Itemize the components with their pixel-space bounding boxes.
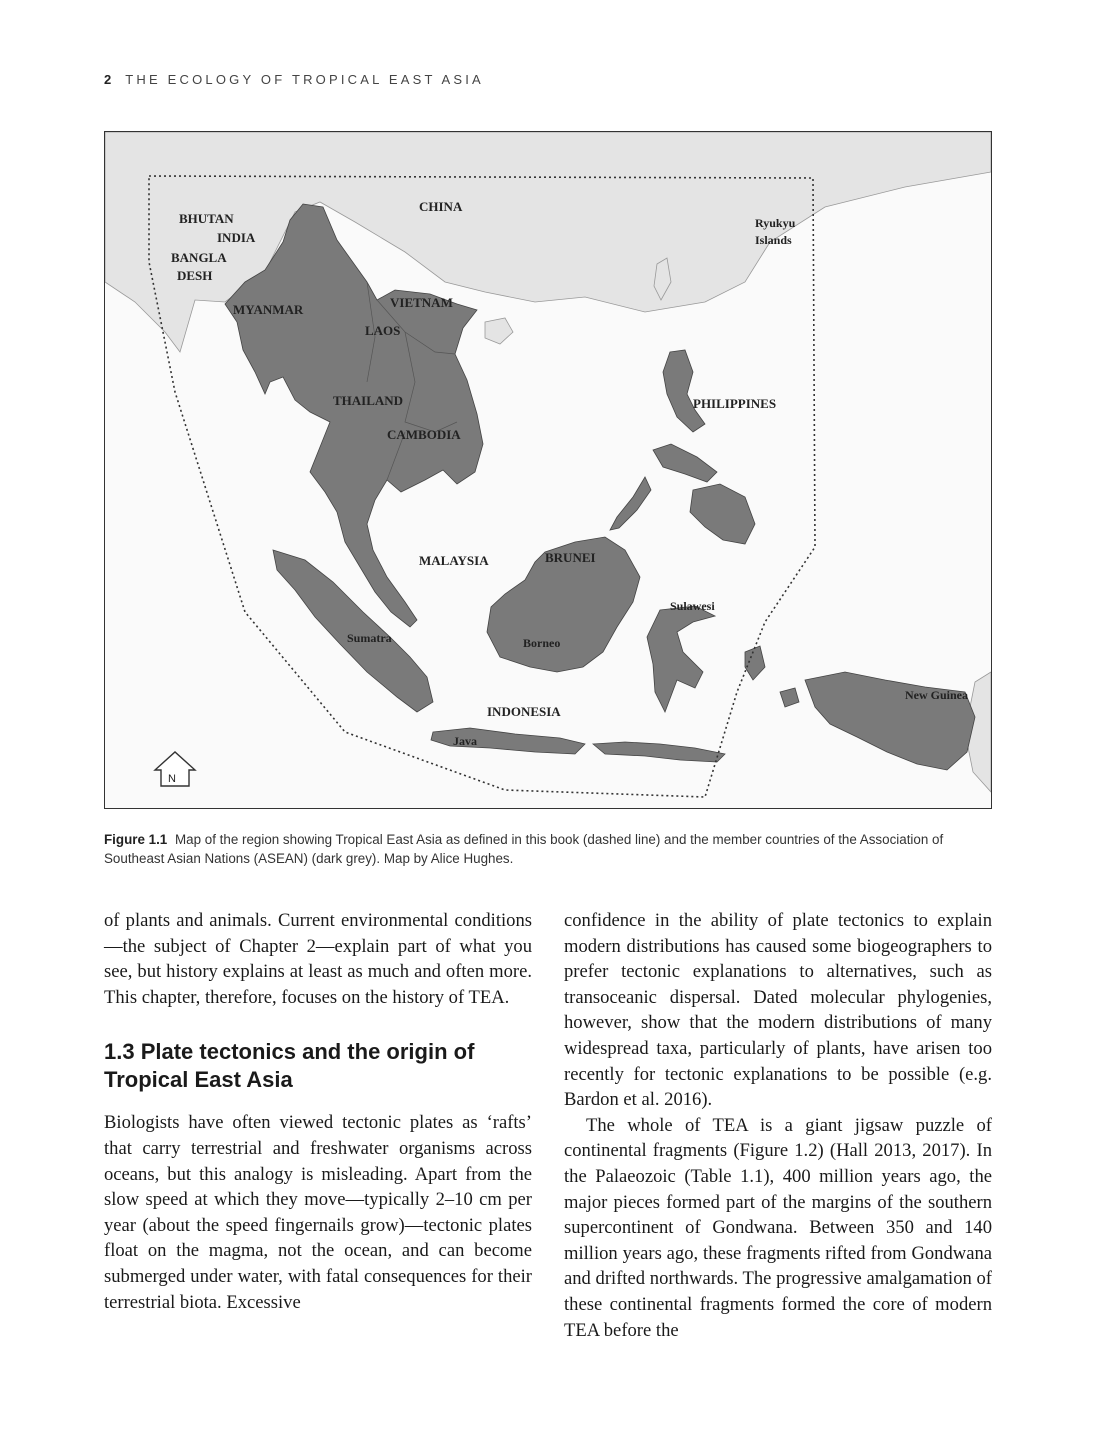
- label-indonesia: INDONESIA: [487, 704, 561, 719]
- section-heading: 1.3 Plate tectonics and the origin of Tropical East Asia: [104, 1039, 475, 1093]
- north-label: N: [168, 773, 176, 785]
- right-column: [564, 908, 992, 1343]
- right-paragraph-2: The whole of TEA is a giant jigsaw puzzle of continental fragments (Figure 1.2) (Hall 2013, 2017). In the Palaeozoic (Table 1.1), 400 million years ago, the major pieces formed part of the margins of the southern supercontinent of Gondwana. Between 350 and 140 million years ago, these fragments rifted from Gondwana and drifted northwards. The progressive amalgamation of these continental fragments formed the core of modern TEA before the: [564, 1114, 992, 1341]
- label-java: Java: [453, 734, 477, 748]
- label-new-guinea: New Guinea: [905, 688, 968, 702]
- label-india: INDIA: [217, 230, 256, 245]
- label-thailand: THAILAND: [333, 393, 404, 408]
- label-china: CHINA: [419, 199, 463, 214]
- label-cambodia: CAMBODIA: [387, 427, 461, 442]
- label-borneo: Borneo: [523, 636, 561, 650]
- label-ryukyu: Ryukyu: [755, 216, 796, 230]
- label-islands: Islands: [755, 233, 792, 247]
- label-brunei: BRUNEI: [545, 550, 596, 565]
- label-malaysia: MALAYSIA: [419, 553, 489, 568]
- label-sumatra: Sumatra: [347, 631, 392, 645]
- label-myanmar: MYANMAR: [233, 302, 304, 317]
- label-bangla: BANGLA: [171, 250, 227, 265]
- label-vietnam: VIETNAM: [390, 295, 453, 310]
- running-head: [104, 72, 484, 87]
- running-title: THE ECOLOGY OF TROPICAL EAST ASIA: [125, 72, 484, 87]
- label-laos: LAOS: [365, 323, 401, 338]
- left-column: [104, 908, 532, 1315]
- caption-text: Map of the region showing Tropical East Asia as defined in this book (dashed line) and the member countries of the Association of Southeast Asian Nations (ASEAN) (dark grey). Map by Alice Hughes.: [104, 832, 944, 866]
- label-bhutan: BHUTAN: [179, 211, 234, 226]
- right-paragraph-1: confidence in the ability of plate tectonics to explain modern distributions has caused some biogeographers to prefer tectonic explanations to alternatives, such as transoceanic dispersal. Dated molecular phylogenies, however, show that the modern distributions of many widespread taxa, particularly of plants, have arisen too recently for tectonic explanations to be possible (e.g. Bardon et al. 2016).: [564, 910, 992, 1111]
- left-paragraph-2: Biologists have often viewed tectonic plates as ‘rafts’ that carry terrestrial and freshwater organisms across oceans, but this analogy is misleading. Apart from the slow speed at which they move—typically 2–10 cm per year (about the speed fingernails grow)—tectonic plates float on the magma, not the ocean, and can become submerged under water, with fatal consequences for their terrestrial biota. Excessive: [104, 1112, 532, 1313]
- left-paragraph-1: of plants and animals. Current environmental conditions—the subject of Chapter 2—explain part of what you see, but history explains at least as much and often more. This chapter, therefore, focuses on the history of TEA.: [104, 910, 532, 1008]
- label-sulawesi: Sulawesi: [670, 599, 715, 613]
- caption-label: Figure 1.1: [104, 832, 168, 847]
- map-svg: [105, 132, 991, 808]
- page-number: 2: [104, 72, 112, 87]
- label-philippines: PHILIPPINES: [693, 396, 777, 411]
- label-desh: DESH: [177, 268, 213, 283]
- map-figure: [104, 131, 992, 809]
- figure-caption: [104, 830, 984, 868]
